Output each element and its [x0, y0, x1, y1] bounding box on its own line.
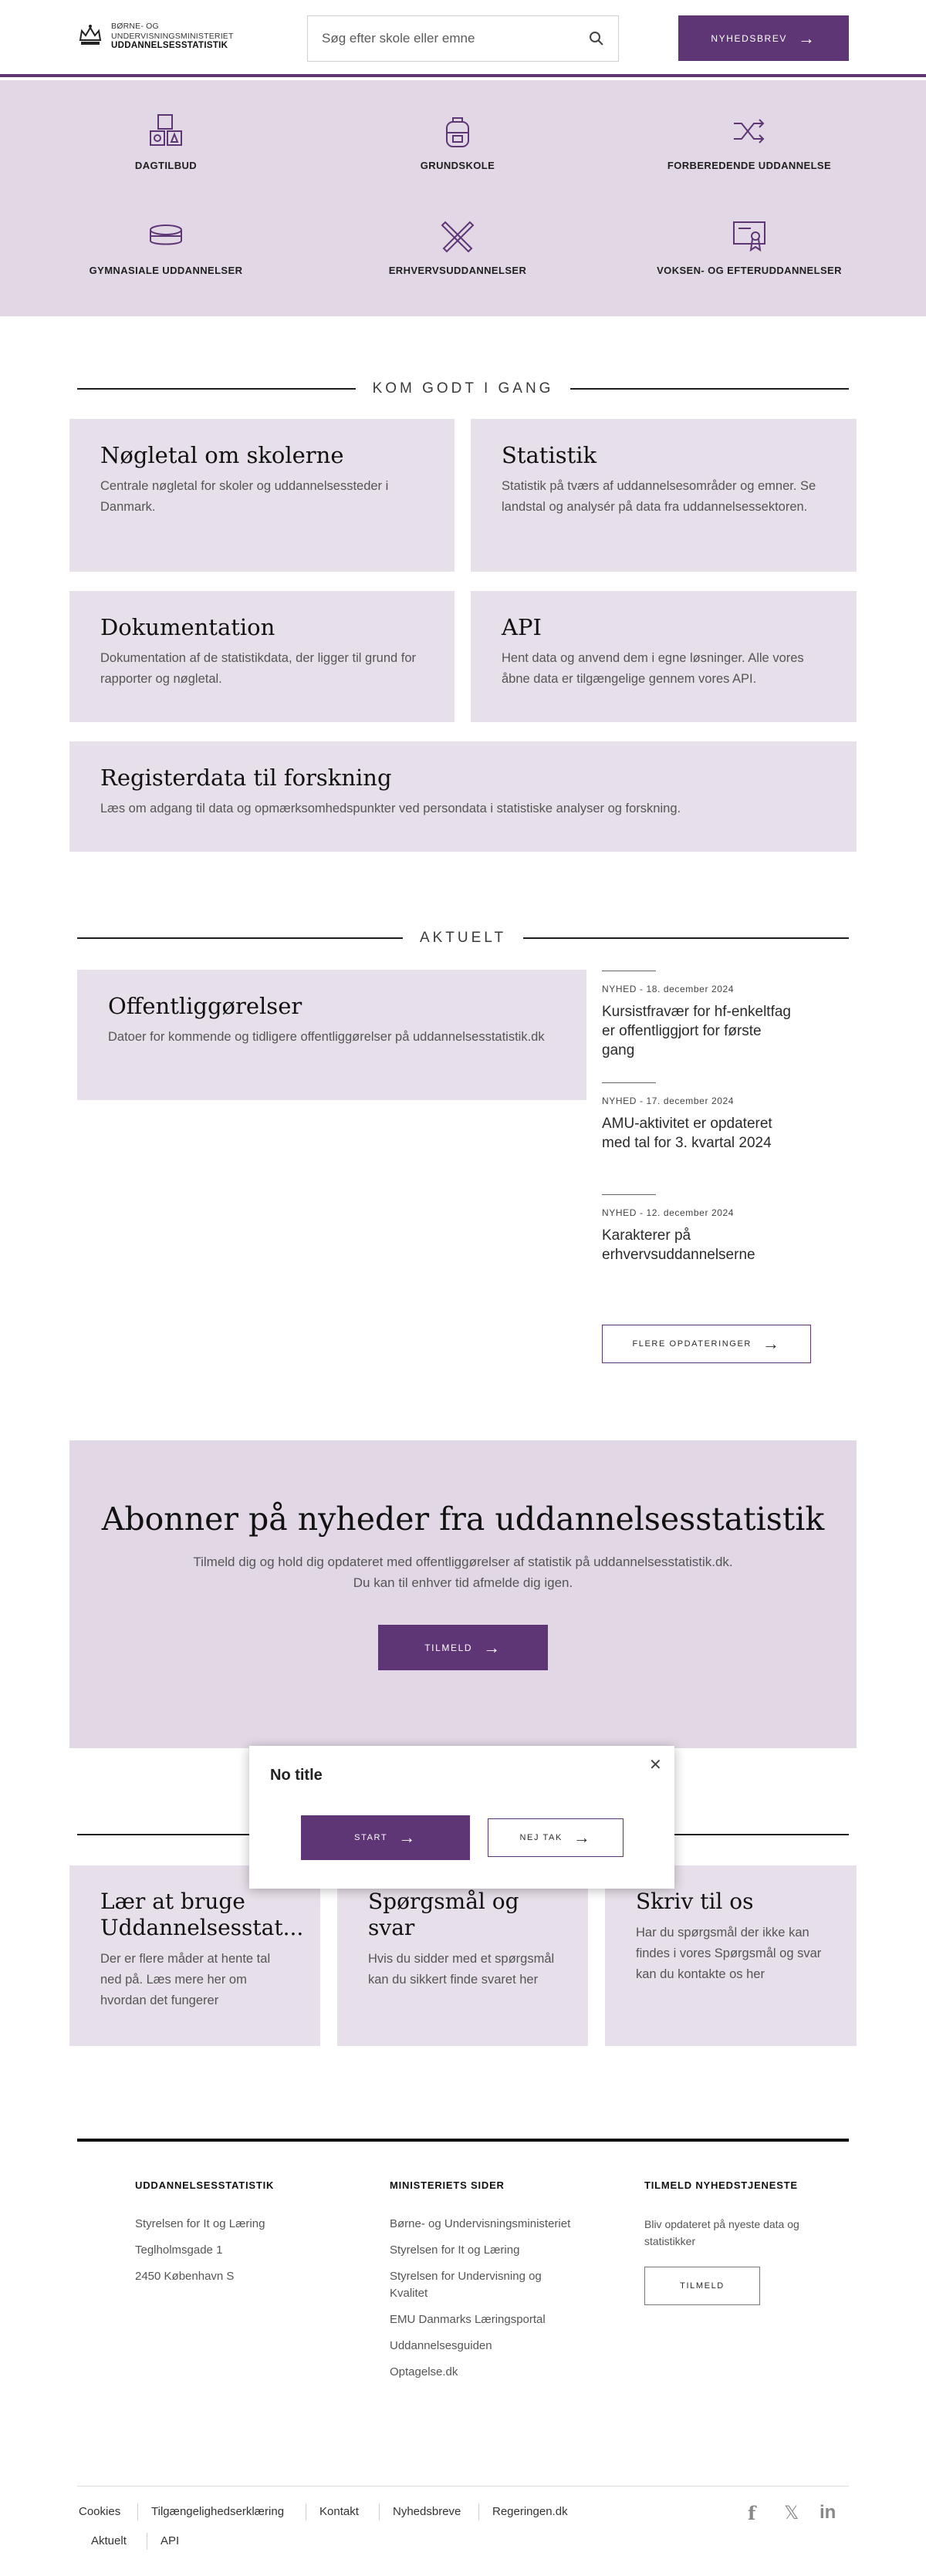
search-input[interactable] — [307, 15, 619, 62]
footer-address-line: Teglholmsgade 1 — [135, 2243, 223, 2257]
logo-site-name: UDDANNELSESSTATISTIK — [111, 41, 228, 50]
modal-title: No title — [270, 1767, 323, 1784]
linkedin-icon[interactable]: in — [820, 2502, 836, 2523]
search-placeholder: Søg efter skole eller emne — [322, 31, 475, 46]
news-title: AMU-aktivitet er opdateret med tal for 3. kvartal 2024 — [602, 1116, 772, 1151]
news-rule — [602, 1194, 656, 1195]
card-text: Statistik på tværs af uddannelsesområder og emner. Se landstal og analysér på data fra uddannelsessektoren. — [502, 479, 816, 514]
card-text: Dokumentation af de statistikdata, der ligger til grund for rapporter og nøgletal. — [100, 651, 417, 686]
card-contact[interactable] — [605, 1865, 857, 2046]
card-noegletal[interactable] — [69, 419, 455, 572]
footer-address-line: Styrelsen for It og Læring — [135, 2217, 265, 2230]
arrow-right-icon: → — [798, 28, 816, 48]
card-text: Læs om adgang til data og opmærksomhedspunkter ved persondata i statistiske analyser og forskning. — [100, 802, 681, 815]
category-label: VOKSEN- OG EFTERUDDANNELSER — [657, 265, 842, 276]
search-icon[interactable] — [589, 31, 604, 46]
card-faq[interactable] — [337, 1865, 588, 2046]
link-separator — [379, 2503, 380, 2520]
footer-subscribe-button[interactable] — [644, 2267, 760, 2305]
subscribe-button[interactable] — [378, 1625, 548, 1670]
card-text: Hent data og anvend dem i egne løsninger. Alle vores åbne data er tilgængelige gennem vores API. — [502, 651, 804, 686]
subscribe-banner — [69, 1440, 857, 1748]
footer-link-api[interactable]: API — [161, 2534, 180, 2547]
crown-icon — [77, 23, 103, 49]
news-title: Kursistfravær for hf-enkeltfag er offentliggjort for første gang — [602, 1004, 791, 1058]
news-meta: NYHED - 18. december 2024 — [602, 984, 735, 994]
more-updates-label: FLERE OPDATERINGER — [632, 1339, 752, 1349]
arrow-right-icon: → — [573, 1828, 592, 1847]
site-logo[interactable] — [77, 22, 234, 51]
footer-col-newsletter — [644, 2179, 830, 2305]
footer-col-title: UDDANNELSESSTATISTIK — [135, 2179, 275, 2191]
category-label: FORBEREDENDE UDDANNELSE — [667, 160, 832, 171]
footer-link-newsletters[interactable]: Nyhedsbreve — [393, 2505, 461, 2518]
footer-link[interactable]: EMU Danmarks Læringsportal — [390, 2313, 546, 2326]
newsletter-button-label: NYHEDSBREV — [711, 32, 788, 44]
decline-button-label: NEJ TAK — [519, 1833, 563, 1842]
link-separator — [478, 2503, 479, 2520]
footer-address-line: 2450 København S — [135, 2270, 235, 2283]
category-band — [0, 80, 926, 316]
certificate-icon — [731, 218, 768, 255]
card-offentliggoerelser[interactable] — [77, 970, 586, 1100]
footer-divider — [77, 2139, 849, 2142]
backpack-icon — [439, 113, 476, 150]
news-meta: NYHED - 12. december 2024 — [602, 1207, 735, 1218]
category-gymnasiale[interactable] — [12, 218, 320, 278]
footer-link-news[interactable]: Aktuelt — [91, 2534, 127, 2547]
footer-col-title: TILMELD NYHEDSTJENESTE — [644, 2179, 798, 2191]
footer-link-government[interactable]: Regeringen.dk — [492, 2505, 568, 2518]
subscribe-title: Abonner på nyheder fra uddannelsesstatistik — [101, 1501, 825, 1538]
category-dagtilbud[interactable] — [12, 113, 320, 173]
category-label: GYMNASIALE UDDANNELSER — [89, 265, 243, 276]
logo-ministry-line1: BØRNE- OG — [111, 22, 159, 31]
news-meta: NYHED - 17. december 2024 — [602, 1096, 735, 1106]
logo-ministry-line2: UNDERVISNINGSMINISTERIET — [111, 31, 234, 41]
news-rule — [602, 1082, 656, 1083]
link-separator — [137, 2503, 138, 2520]
card-learn[interactable] — [69, 1865, 320, 2046]
start-button[interactable] — [301, 1815, 470, 1860]
tools-icon — [439, 218, 476, 255]
survey-modal — [249, 1746, 674, 1889]
news-title: Karakterer på erhvervsuddannelserne — [602, 1227, 755, 1263]
footer-link[interactable]: Optagelse.dk — [390, 2365, 458, 2378]
card-text: Centrale nøgletal for skoler og uddannelsessteder i Danmark. — [100, 479, 389, 514]
footer-col-title: MINISTERIETS SIDER — [390, 2179, 505, 2191]
footer-subscribe-label: TILMELD — [680, 2281, 725, 2291]
card-text: Der er flere måder at hente tal ned på. Læs mere her om hvordan det fungerer — [100, 1952, 271, 2007]
student-cap-icon — [147, 218, 184, 255]
category-voksen[interactable] — [595, 218, 904, 278]
footer-link[interactable]: Styrelsen for Undervisning og Kvalitet — [390, 2270, 542, 2300]
site-header — [0, 0, 926, 77]
category-erhverv[interactable] — [303, 218, 612, 278]
footer-link[interactable]: Børne- og Undervisningsministeriet — [390, 2217, 571, 2230]
card-title: Offentliggørelser — [108, 993, 302, 1019]
card-statistik[interactable] — [471, 419, 857, 572]
section-heading-getting-started — [77, 380, 849, 397]
newsletter-button[interactable] — [678, 15, 849, 61]
more-updates-button[interactable] — [602, 1325, 811, 1363]
card-text: Hvis du sidder med et spørgsmål kan du sikkert finde svaret her — [368, 1952, 555, 1987]
card-api[interactable] — [471, 591, 857, 722]
subscribe-text-line1: Tilmeld dig og hold dig opdateret med offentliggørelser af statistik på uddannelsesstatistik.dk. — [193, 1555, 733, 1569]
card-text: Datoer for kommende og tidligere offentliggørelser på uddannelsesstatistik.dk — [108, 1030, 545, 1044]
card-title: API — [502, 614, 542, 640]
card-dokumentation[interactable] — [69, 591, 455, 722]
card-title: Statistik — [502, 442, 597, 468]
footer-col-site — [135, 2179, 336, 2294]
category-label: GRUNDSKOLE — [420, 160, 495, 171]
footer-bottom-divider — [77, 2486, 849, 2487]
footer-link[interactable]: Uddannelsesguiden — [390, 2339, 492, 2352]
section-heading-news — [77, 930, 849, 947]
category-grundskole[interactable] — [303, 113, 612, 173]
card-title: Registerdata til forskning — [100, 765, 392, 791]
news-item[interactable] — [602, 971, 795, 1060]
arrow-right-icon: → — [762, 1334, 781, 1353]
footer-link[interactable]: Styrelsen for It og Læring — [390, 2243, 520, 2257]
footer-col-ministry — [390, 2179, 575, 2390]
start-button-label: START — [354, 1833, 388, 1842]
card-title: Dokumentation — [100, 614, 275, 640]
category-label: ERHVERVSUDDANNELSER — [388, 265, 527, 276]
card-title: Nøgletal om skolerne — [100, 442, 344, 468]
card-text: Har du spørgsmål der ikke kan findes i vores Spørgsmål og svar kan du kontakte os her — [636, 1926, 822, 1981]
category-label: DAGTILBUD — [134, 160, 198, 171]
section-title: AKTUELT — [419, 930, 507, 946]
footer-newsletter-text: Bliv opdateret på nyeste data og statistikker — [644, 2218, 799, 2247]
shuffle-icon — [731, 113, 768, 150]
footer-link-cookies[interactable]: Cookies — [79, 2505, 121, 2518]
category-forberedende[interactable] — [595, 113, 904, 173]
section-title: KOM GODT I GANG — [372, 380, 554, 397]
blocks-icon — [147, 113, 184, 150]
subscribe-text-line2: Du kan til enhver tid afmelde dig igen. — [353, 1575, 573, 1590]
card-title: Spørgsmål og svar — [368, 1889, 519, 1940]
decline-button[interactable] — [488, 1818, 624, 1857]
card-title: Lær at bruge Uddannelsesstat... — [100, 1889, 304, 1940]
news-item[interactable] — [602, 1194, 795, 1264]
arrow-right-icon: → — [483, 1637, 502, 1657]
footer-link-contact[interactable]: Kontakt — [319, 2505, 359, 2518]
card-title: Skriv til os — [636, 1889, 754, 1914]
facebook-icon[interactable]: f — [748, 2502, 756, 2524]
card-registerdata[interactable] — [69, 741, 857, 852]
x-icon[interactable]: 𝕏 — [784, 2503, 799, 2524]
arrow-right-icon: → — [398, 1828, 417, 1847]
subscribe-button-label: TILMELD — [424, 1642, 473, 1653]
news-item[interactable] — [602, 1082, 795, 1153]
close-icon[interactable]: ✕ — [649, 1757, 662, 1774]
footer-link-accessibility[interactable]: Tilgængelighedserklæring — [151, 2505, 285, 2518]
